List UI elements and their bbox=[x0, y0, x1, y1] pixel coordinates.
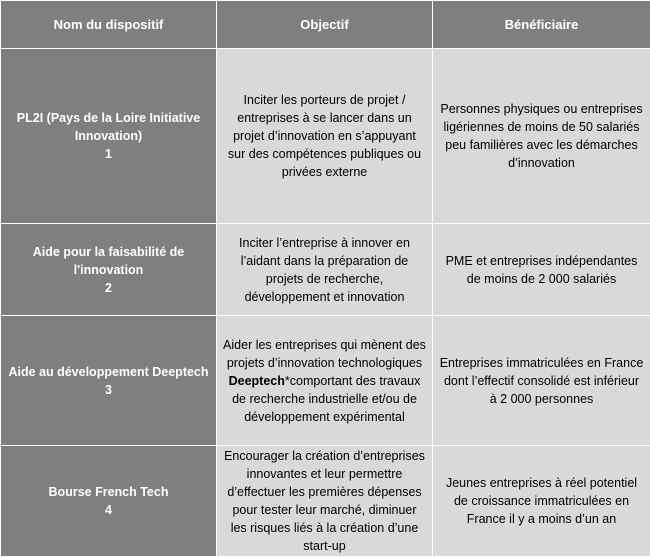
objective-cell: Inciter l’entreprise à innover en l’aidant dans la préparation de projets de recherche, développement et innovation bbox=[217, 224, 433, 316]
dispositif-name: Aide pour la faisabilité de l'innovation bbox=[33, 245, 184, 277]
row-name-cell bbox=[1, 446, 217, 557]
dispositif-number: 1 bbox=[7, 145, 210, 163]
header-nom: Nom du dispositif bbox=[1, 1, 217, 49]
table-row bbox=[1, 224, 650, 316]
row-name-cell bbox=[1, 49, 217, 224]
dispositif-number: 4 bbox=[7, 501, 210, 519]
table-row bbox=[1, 316, 650, 446]
row-name-cell bbox=[1, 316, 217, 446]
deeptech-highlight: Deeptech bbox=[229, 374, 285, 388]
dispositif-name: Bourse French Tech bbox=[49, 485, 169, 499]
objective-text-before: Aider les entreprises qui mènent des projets d’innovation technologiques bbox=[223, 338, 426, 370]
dispositif-number: 3 bbox=[7, 381, 210, 399]
table-row bbox=[1, 49, 650, 224]
objective-cell: Inciter les porteurs de projet / entreprises à se lancer dans un projet d’innovation en s’appuyant sur des compétences publiques ou privées externe bbox=[217, 49, 433, 224]
dispositif-name: PL2I (Pays de la Loire Initiative Innovation) bbox=[17, 111, 200, 143]
objective-text-after: *comportant des travaux de recherche industrielle et/ou de développement expérimental bbox=[232, 374, 420, 424]
beneficiary-cell: Entreprises immatriculées en France dont l’effectif consolidé est inférieur à 2 000 personnes bbox=[433, 316, 650, 446]
beneficiary-cell: PME et entreprises indépendantes de moins de 2 000 salariés bbox=[433, 224, 650, 316]
objective-cell: Encourager la création d’entreprises innovantes et leur permettre d’effectuer les premières dépenses pour tester leur marché, diminuer les risques liés à la création d’une start-up bbox=[217, 446, 433, 557]
header-beneficiaire: Bénéficiaire bbox=[433, 1, 650, 49]
row-name-cell bbox=[1, 224, 217, 316]
beneficiary-cell: Personnes physiques ou entreprises ligériennes de moins de 50 salariés peu familières avec les démarches d’innovation bbox=[433, 49, 650, 224]
table-row bbox=[1, 446, 650, 557]
header-row bbox=[1, 1, 650, 49]
dispositif-name: Aide au développement Deeptech bbox=[8, 365, 208, 379]
header-objectif: Objectif bbox=[217, 1, 433, 49]
beneficiary-cell: Jeunes entreprises à réel potentiel de croissance immatriculées en France il y a moins d’un an bbox=[433, 446, 650, 557]
objective-cell bbox=[217, 316, 433, 446]
dispositif-number: 2 bbox=[7, 279, 210, 297]
